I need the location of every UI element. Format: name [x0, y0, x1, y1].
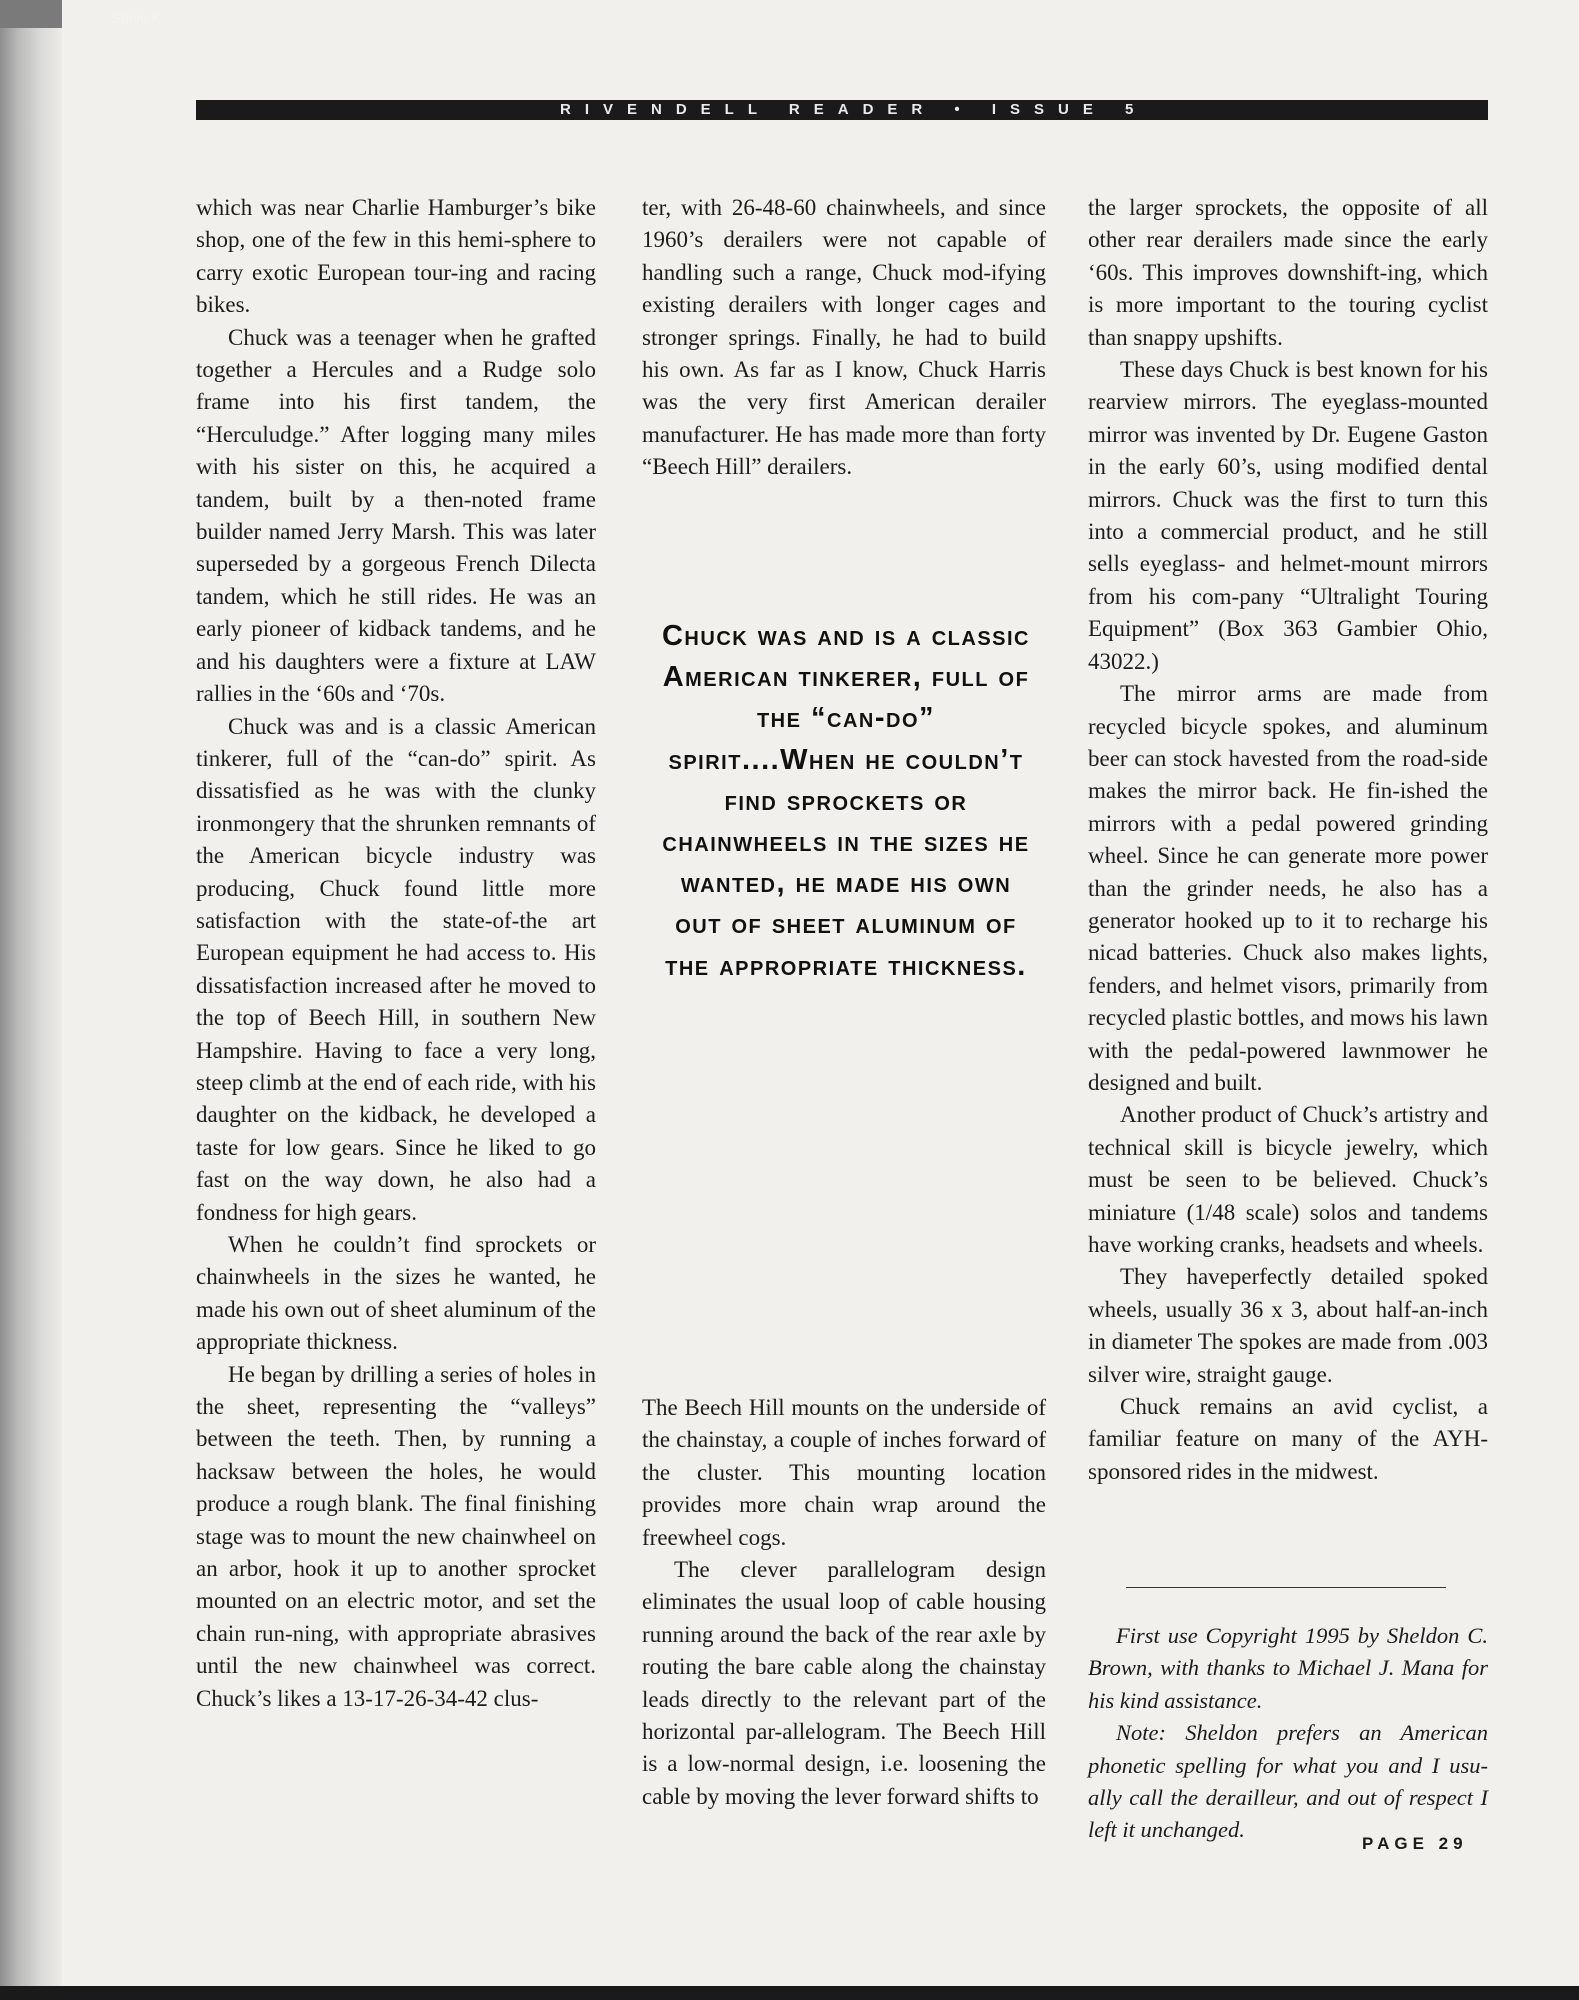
credit-note: Note: Sheldon prefers an American phonetic spelling for what you and I usu-ally call the derailleur, and out of respect I left it unchanged. [1088, 1720, 1488, 1843]
column-2-top [642, 192, 1046, 484]
book-spine-shadow [0, 0, 62, 2000]
paragraph: Another product of Chuck’s artistry and technical skill is bicycle jewelry, which must be seen to be believed. Chuck’s miniature (1/48 scale) solos and tandems have working cranks, headsets and wheels. [1088, 1102, 1488, 1257]
paragraph: Chuck was a teenager when he grafted together a Hercules and a Rudge solo frame into his first tandem, the “Herculudge.” After logging many miles with his sister on this, he acquired a tandem, built by a then-noted frame builder named Jerry Marsh. This was later superseded by a gorgeous French Dilecta tandem, which he still rides. He was an early pioneer of kidback tandems, and he and his daughters were a fixture at LAW rallies in the ‘60s and ‘70s. [196, 324, 596, 707]
scan-bottom-edge [0, 1986, 1579, 2000]
pull-quote: Chuck was and is a classic American tinkerer, full of the “can-do” spirit....When he couldn’t find sprockets or chainwheels in the sizes he wanted, he made his own out of sheet aluminum of the appropriate thickness. [661, 620, 1030, 982]
paragraph: ter, with 26-48-60 chainwheels, and since 1960’s derailers were not capable of handling such a range, Chuck mod-ifying existing derailers with longer cages and stronger springs. Finally, he had to build his own. As far as I know, Chuck Harris was the very first American derailer manufacturer. He has made more than forty “Beech Hill” derailers. [642, 195, 1046, 480]
paragraph: Chuck remains an avid cyclist, a familiar feature on many of the AYH-sponsored rides in the midwest. [1088, 1394, 1488, 1484]
divider-rule [1126, 1587, 1446, 1588]
scan-corner [0, 0, 62, 28]
paragraph: Chuck was and is a classic American tinkerer, full of the “can-do” spirit. As dissatisfied as he was with the clunky ironmongery that the shrunken remnants of the American bicycle industry was producing, Chuck found little more satisfaction with the state-of-the art European equipment he had access to. His dissatisfaction increased after he moved to the top of Beech Hill, in southern New Hampshire. Having to face a very long, steep climb at the end of each ride, with his daughter on the kidback, he developed a taste for low gears. Since he liked to go fast on the way down, he also had a fondness for high gears. [196, 713, 596, 1225]
credits [1088, 1620, 1488, 1847]
page-number: PAGE 29 [1362, 1834, 1468, 1853]
paragraph: He began by drilling a series of holes in the sheet, representing the “valleys” between the teeth. Then, by running a hacksaw between the holes, he would produce a rough blank. The final finishing stage was to mount the new chainwheel on an arbor, hook it up to another sprocket mounted on an electric motor, and set the chain run-ning, with appropriate abrasives until the new chainwheel was correct. Chuck’s likes a 13-17-26-34-42 clus- [196, 1361, 596, 1711]
paragraph: They haveperfectly detailed spoked wheels, usually 36 x 3, about half-an-inch in diameter The spokes are made from .003 silver wire, straight gauge. [1088, 1264, 1488, 1387]
paragraph: The clever parallelogram design eliminates the usual loop of cable housing running around the back of the rear axle by routing the bare cable along the chainstay leads directly to the relevant part of the horizontal par-allelogram. The Beech Hill is a low-normal design, i.e. loosening the cable by moving the lever forward shifts to [642, 1557, 1046, 1809]
credit-line: First use Copyright 1995 by Sheldon C. Brown, with thanks to Michael J. Mana for his kind assistance. [1088, 1623, 1488, 1713]
column-2-bottom [642, 1392, 1046, 1813]
running-title: RIVENDELL READER • ISSUE 5 [560, 101, 1148, 118]
paragraph: These days Chuck is best known for his rearview mirrors. The eyeglass-mounted mirror was invented by Dr. Eugene Gaston in the early 60’s, using modified dental mirrors. Chuck was the first to turn this into a commercial product, and he still sells eyeglass- and helmet-mount mirrors from his com-pany “Ultralight Touring Equipment” (Box 363 Gambier Ohio, 43022.) [1088, 357, 1488, 674]
scan-corner-tag: Steve K [112, 10, 162, 26]
paragraph: the larger sprockets, the opposite of all other rear derailers made since the early ‘60s. This improves downshift-ing, which is more important to the touring cyclist than snappy upshifts. [1088, 195, 1488, 350]
column-1 [196, 192, 596, 1715]
paragraph: When he couldn’t find sprockets or chainwheels in the sizes he wanted, he made his own out of sheet aluminum of the appropriate thickness. [196, 1232, 596, 1355]
paragraph: The mirror arms are made from recycled bicycle spokes, and aluminum beer can stock havested from the road-side makes the mirror back. He fin-ished the mirrors with a pedal powered grinding wheel. Since he can generate more power than the grinder needs, he also has a generator hooked up to it to recharge his nicad batteries. Chuck also makes lights, fenders, and helmet visors, primarily from recycled plastic bottles, and mows his lawn with the pedal-powered lawnmower he designed and built. [1088, 681, 1488, 1095]
column-3 [1088, 192, 1488, 1488]
paragraph: which was near Charlie Hamburger’s bike shop, one of the few in this hemi-sphere to carry exotic European tour-ing and racing bikes. [196, 195, 596, 318]
paragraph: The Beech Hill mounts on the underside of the chainstay, a couple of inches forward of the cluster. This mounting location provides more chain wrap around the freewheel cogs. [642, 1395, 1046, 1550]
